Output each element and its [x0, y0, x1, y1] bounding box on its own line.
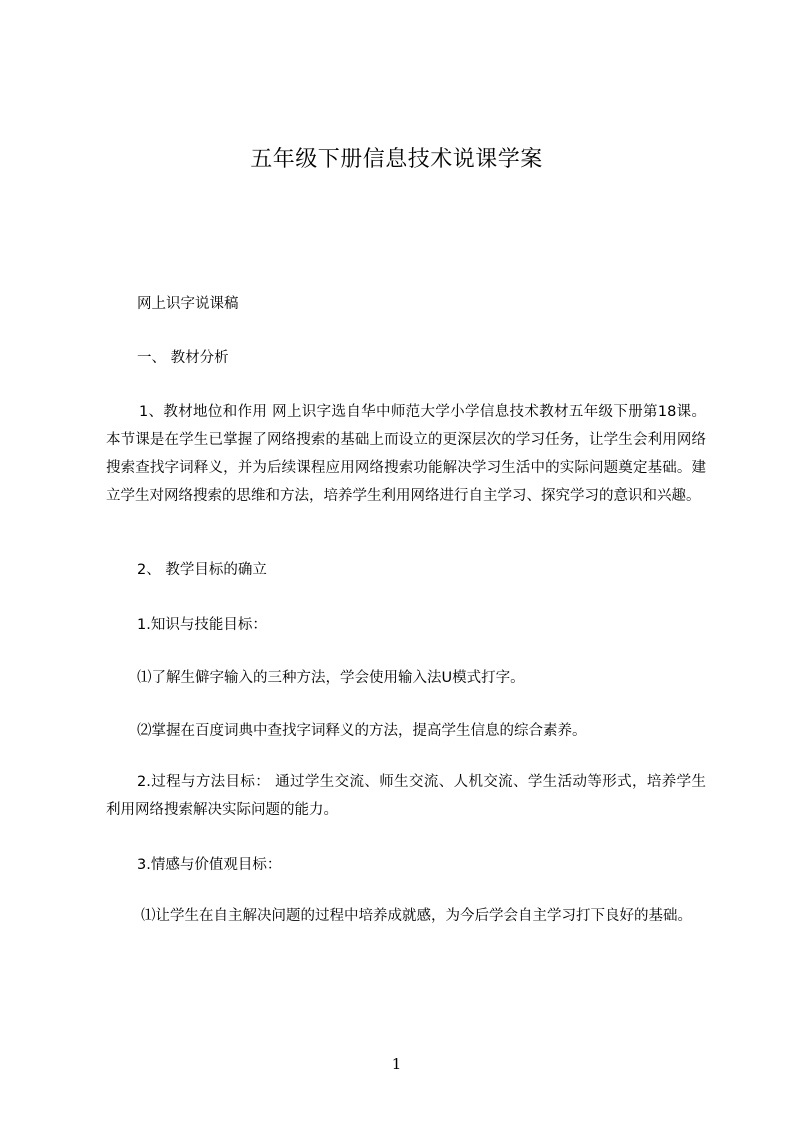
- goal-item-baidu-dictionary: ⑵掌握在百度词典中查找字词释义的方法，提高学生信息的综合素养。: [137, 723, 587, 739]
- subtitle: 网上识字说课稿: [137, 296, 239, 312]
- section-heading-material-analysis: 一、 教材分析: [137, 350, 229, 366]
- document-title: 五年级下册信息技术说课学案: [250, 147, 543, 172]
- section-heading-teaching-goals: 2、 教学目标的确立: [137, 562, 267, 578]
- paragraph-material-role: 1、教材地位和作用 网上识字选自华中师范大学小学信息技术教材五年级下册第18课。本节课是在学生已掌握了网络搜索的基础上而设立的更深层次的学习任务，让学生会利用网络搜索查找字词释义，并为后续课程应用网络搜索功能解决学习生活中的实际问题奠定基础。建立学生对网络搜索的思维和方法，培养学生利用网络进行自主学习、探究学习的意识和兴趣。: [106, 404, 706, 504]
- goal-item-rare-character-input: ⑴了解生僻字输入的三种方法，学会使用输入法U模式打字。: [137, 670, 525, 686]
- paragraph-process-method-goal: 2.过程与方法目标： 通过学生交流、师生交流、人机交流、学生活动等形式，培养学生利用网络搜索解决实际问题的能力。: [106, 774, 706, 818]
- page-number: 1: [391, 1055, 402, 1073]
- goal-item-sense-of-achievement: ⑴让学生在自主解决问题的过程中培养成就感，为今后学会自主学习打下良好的基础。: [141, 908, 692, 924]
- goal-heading-emotion-values: 3.情感与价值观目标：: [137, 857, 282, 873]
- goal-heading-knowledge-skills: 1.知识与技能目标：: [137, 617, 267, 633]
